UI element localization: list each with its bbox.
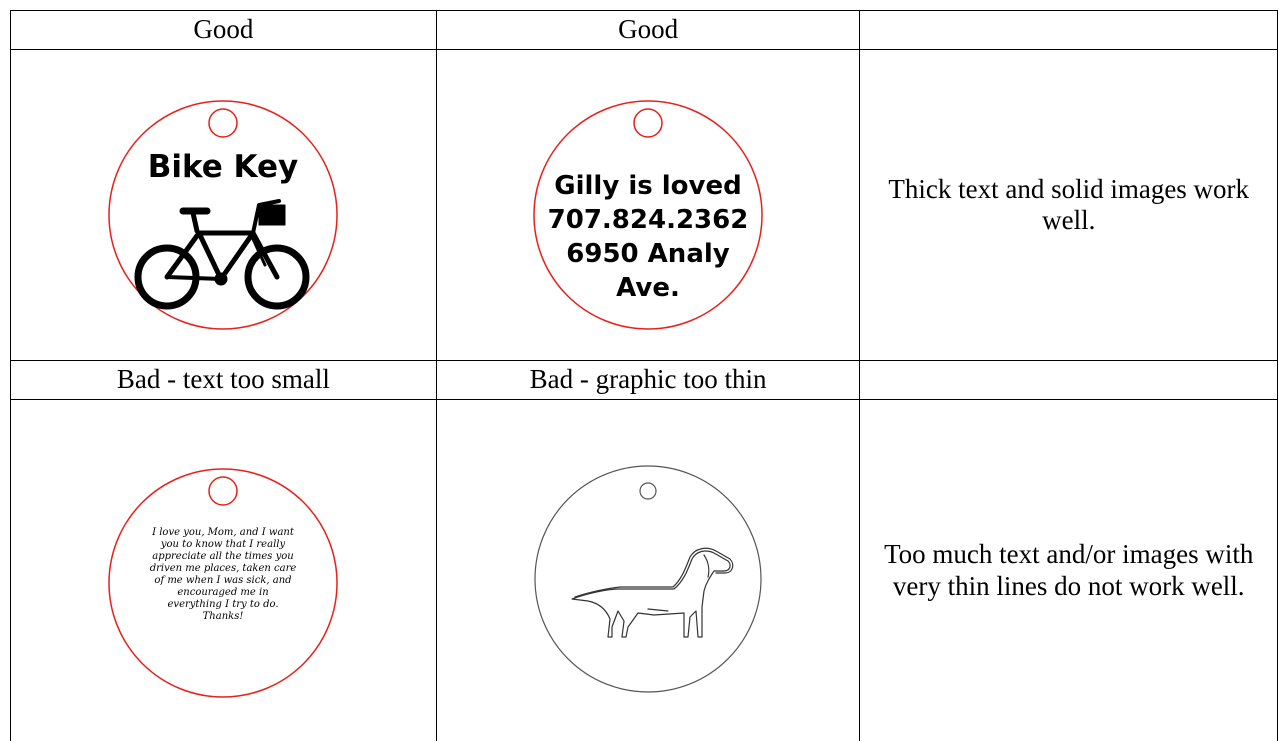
pet-id-tag-cell <box>436 50 860 361</box>
good-note: Thick text and solid images work well. <box>860 174 1277 236</box>
empty-header-cell <box>860 361 1278 400</box>
bad-text-label: Bad - text too small <box>11 361 437 400</box>
examples-table <box>10 10 1278 741</box>
dog-tag <box>528 431 768 711</box>
tag-line-1: I love you, Mom, and I want <box>151 527 295 538</box>
bad-note: Too much text and/or images with very thin lines do not work well. <box>860 539 1277 601</box>
tag-hole <box>640 483 656 499</box>
bike-key-tag <box>103 65 343 345</box>
tag-hole <box>634 109 662 137</box>
tag-line-1: Gilly is loved <box>554 171 741 201</box>
tag-line-3: 6950 Analy <box>566 239 730 269</box>
tag-line-7: everything I try to do. <box>168 599 279 610</box>
table-row <box>11 11 1278 50</box>
small-text-tag <box>103 431 343 711</box>
tag-line-6: encouraged me in <box>178 587 269 598</box>
table-row <box>11 50 1278 361</box>
good-note-cell <box>860 50 1278 361</box>
tag-hole <box>209 477 237 505</box>
tag-line-8: Thanks! <box>203 611 244 622</box>
tag-title: Bike Key <box>148 149 299 185</box>
dog-tag-cell <box>436 400 860 741</box>
good-label-1: Good <box>11 11 437 50</box>
good-label-2: Good <box>436 11 860 50</box>
tag-line-4: driven me places, taken care <box>150 563 297 574</box>
bad-note-cell <box>860 400 1278 741</box>
tag-line-5: of me when I was sick, and <box>155 575 292 586</box>
table-row <box>11 361 1278 400</box>
tag-line-2: you to know that I really <box>160 539 286 550</box>
pet-id-tag <box>528 65 768 345</box>
tag-outline <box>535 466 761 692</box>
bike-key-tag-cell <box>11 50 437 361</box>
table-row <box>11 400 1278 741</box>
tag-hole <box>209 109 237 137</box>
tag-line-4: Ave. <box>616 273 680 303</box>
bad-graphic-label: Bad - graphic too thin <box>436 361 860 400</box>
small-text-tag-cell <box>11 400 437 741</box>
tag-line-2: 707.824.2362 <box>548 205 749 235</box>
empty-header-cell <box>860 11 1278 50</box>
tag-line-3: appreciate all the times you <box>153 551 294 562</box>
